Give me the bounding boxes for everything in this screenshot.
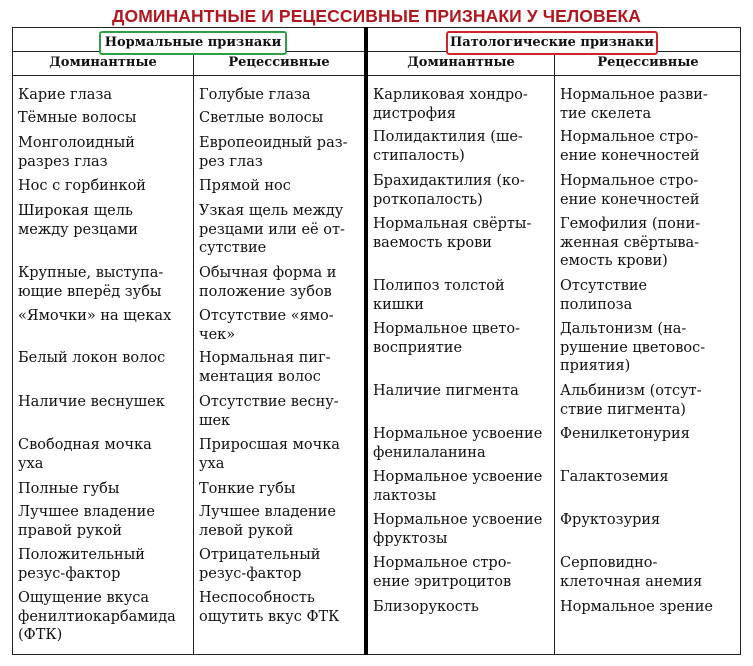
trait-cell: Нормальное разви- тие скелета	[560, 87, 708, 122]
trait-cell: Серповидно- клеточная анемия	[560, 555, 703, 590]
trait-cell: Широкая щель между резцами	[18, 203, 138, 238]
trait-cell: Брахидактилия (ко- роткопалость)	[373, 173, 525, 208]
trait-cell: Белый локон волос	[18, 350, 166, 366]
trait-cell: Нормальная пиг- ментация волос	[199, 350, 331, 385]
trait-cell: Полные губы	[18, 481, 120, 497]
trait-cell: Голубые глаза	[199, 87, 311, 103]
pathological-traits-header: Патологические признаки	[446, 31, 658, 55]
trait-cell: Нормальное цвето- восприятие	[373, 321, 520, 356]
trait-cell: Отсутствие «ямо- чек»	[199, 308, 334, 343]
pathological-column-divider	[554, 51, 555, 655]
trait-cell: Светлые волосы	[199, 110, 324, 126]
trait-cell: Галактоземия	[560, 469, 669, 485]
page-title: ДОМИНАНТНЫЕ И РЕЦЕССИВНЫЕ ПРИЗНАКИ У ЧЕЛОВЕКА	[111, 6, 642, 26]
trait-cell: Нормальное усвоение лактозы	[373, 469, 543, 504]
normal-traits-header: Нормальные признаки	[99, 31, 287, 55]
trait-cell: Нормальное усвоение фенилаланина	[373, 426, 543, 461]
pathological-dominant-header: Доминантные	[407, 55, 515, 70]
trait-cell: Тёмные волосы	[18, 110, 137, 126]
trait-cell: Ощущение вкуса фенилтиокарбамида (ФТК)	[18, 590, 176, 643]
trait-cell: «Ямочки» на щеках	[18, 308, 172, 324]
trait-cell: Нормальное стро- ение конечностей	[560, 129, 700, 164]
trait-cell: Полипоз толстой кишки	[373, 278, 505, 313]
subheader-divider	[12, 75, 741, 76]
trait-cell: Фруктозурия	[560, 512, 661, 528]
normal-dominant-header: Доминантные	[49, 55, 157, 70]
trait-cell: Альбинизм (отсут- ствие пигмента)	[560, 383, 702, 418]
trait-cell: Свободная мочка уха	[18, 437, 152, 472]
trait-cell: Неспособность ощутить вкус ФТК	[199, 590, 340, 625]
trait-cell: Полидактилия (ше- стипалость)	[373, 129, 523, 164]
trait-cell: Гемофилия (пони- женная свёртыва- емость крови)	[560, 216, 701, 269]
trait-cell: Близорукость	[373, 599, 479, 615]
trait-cell: Карие глаза	[18, 87, 113, 103]
trait-cell: Фенилкетонурия	[560, 426, 690, 442]
trait-cell: Отрицательный резус-фактор	[199, 547, 321, 582]
trait-cell: Отсутствие весну- шек	[199, 394, 339, 429]
trait-cell: Положительный резус-фактор	[18, 547, 145, 582]
normal-recessive-header: Рецессивные	[228, 55, 330, 70]
trait-cell: Узкая щель между резцами или её от- сутствие	[199, 203, 345, 256]
trait-cell: Наличие веснушек	[18, 394, 165, 410]
trait-cell: Нос с горбинкой	[18, 178, 146, 194]
trait-cell: Тонкие губы	[199, 481, 296, 497]
trait-cell: Лучшее владение левой рукой	[199, 504, 336, 539]
trait-cell: Крупные, выступа- ющие вперёд зубы	[18, 265, 164, 300]
trait-cell: Нормальное усвоение фруктозы	[373, 512, 543, 547]
trait-cell: Дальтонизм (на- рушение цветовос- приятия)	[560, 321, 706, 374]
trait-cell: Лучшее владение правой рукой	[18, 504, 155, 539]
trait-cell: Приросшая мочка уха	[199, 437, 340, 472]
trait-cell: Нормальное стро- ение конечностей	[560, 173, 700, 208]
trait-cell: Прямой нос	[199, 178, 291, 194]
trait-cell: Монголоидный разрез глаз	[18, 135, 135, 170]
trait-cell: Нормальное зрение	[560, 599, 713, 615]
pathological-recessive-header: Рецессивные	[597, 55, 699, 70]
trait-cell: Нормальная свёрты- ваемость крови	[373, 216, 532, 251]
trait-cell: Карликовая хондро- дистрофия	[373, 87, 528, 122]
trait-cell: Обычная форма и положение зубов	[199, 265, 337, 300]
trait-cell: Европеоидный раз- рез глаз	[199, 135, 348, 170]
trait-cell: Нормальное стро- ение эритроцитов	[373, 555, 512, 590]
trait-cell: Наличие пигмента	[373, 383, 519, 399]
trait-cell: Отсутствие полипоза	[560, 278, 648, 313]
normal-column-divider	[193, 51, 194, 655]
group-divider	[364, 27, 368, 655]
